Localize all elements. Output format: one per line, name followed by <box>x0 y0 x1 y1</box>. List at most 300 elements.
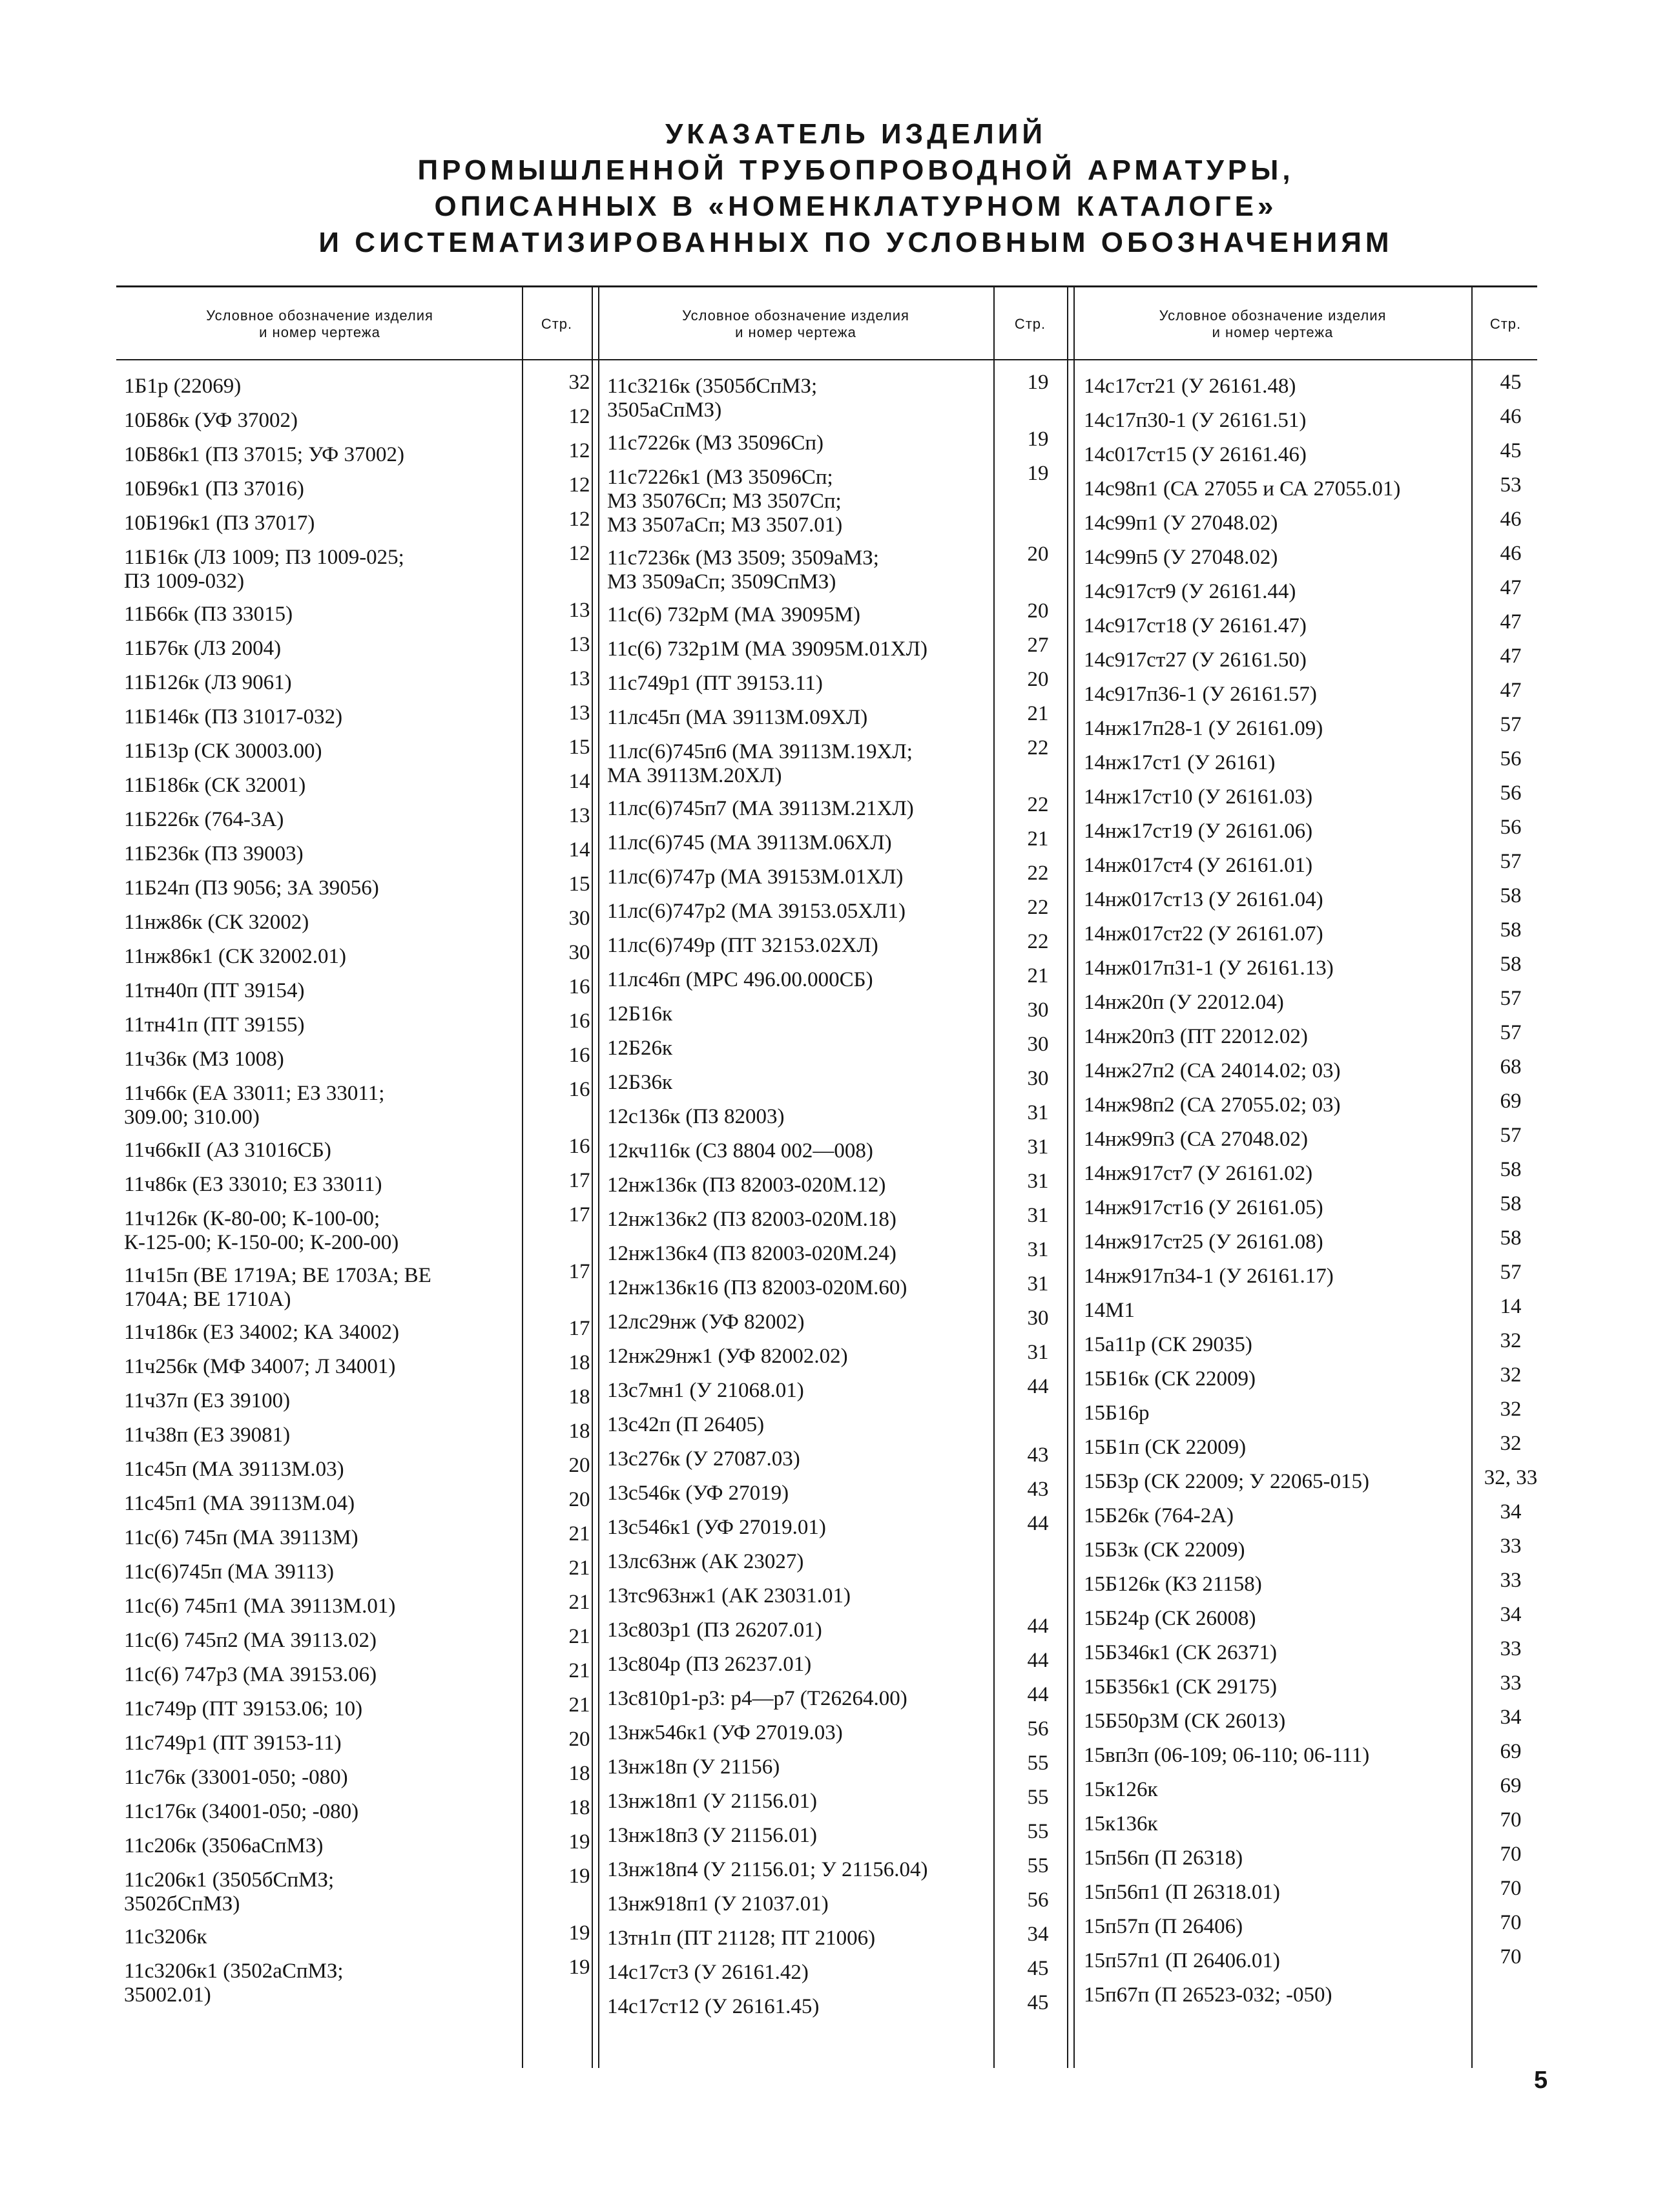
entry-designation <box>607 1139 991 1163</box>
index-entry <box>607 1413 991 1437</box>
entry-page: 22 <box>1027 793 1049 816</box>
entry-designation <box>1084 1299 1470 1323</box>
entry-page: 33 <box>1500 1671 1522 1695</box>
entry-designation <box>124 1868 518 1916</box>
index-entry <box>607 634 1049 661</box>
entry-page: 43 <box>1027 1478 1049 1501</box>
designation-line: 14нж20п3 (ПТ 22012.02) <box>1084 1025 1308 1048</box>
table-top-rule <box>116 285 1537 287</box>
index-entry <box>1084 1911 1522 1939</box>
entry-designation <box>124 979 518 1003</box>
designation-line: 11Б76к (ЛЗ 2004) <box>124 637 282 660</box>
designation-line: 14нж17ст10 (У 26161.03) <box>1084 785 1313 809</box>
entry-page: 21 <box>568 1591 590 1614</box>
index-entry <box>1084 1603 1522 1631</box>
index-entry <box>1084 1569 1522 1597</box>
entry-designation <box>1084 1744 1470 1768</box>
designation-line: 11с3206к1 (3502аСпМЗ; <box>124 1959 344 1983</box>
designation-line: 11Б13р (СК 30003.00) <box>124 739 322 763</box>
index-entry <box>607 793 1049 821</box>
entry-designation <box>1084 820 1470 843</box>
entry-page: 34 <box>1500 1603 1522 1626</box>
entry-page: 16 <box>568 1044 590 1067</box>
designation-line: 14с17ст12 (У 26161.45) <box>607 1995 820 2018</box>
designation-line: 13нж546к1 (УФ 27019.03) <box>607 1721 843 1744</box>
designation-line: 11с749р (ПТ 39153.06; 10) <box>124 1697 363 1721</box>
designation-line: 15п57п1 (П 26406.01) <box>1084 1949 1280 1972</box>
entry-page: 44 <box>1027 1375 1049 1398</box>
index-entry <box>1084 884 1522 912</box>
entry-page: 18 <box>568 1420 590 1443</box>
entry-page: 45 <box>1027 1957 1049 1980</box>
designation-line: 14с017ст15 (У 26161.46) <box>1084 443 1307 466</box>
entry-page: 18 <box>568 1762 590 1785</box>
entry-page: 21 <box>568 1693 590 1717</box>
entry-designation <box>124 375 518 398</box>
title-line: ОПИСАННЫХ В «НОМЕНКЛАТУРНОМ КАТАЛОГЕ» <box>434 191 1278 222</box>
designation-line: 13тс963нж1 (АК 23031.01) <box>607 1584 851 1607</box>
index-entry <box>1084 713 1522 741</box>
index-entry <box>607 1033 1049 1060</box>
index-entry <box>607 1478 1049 1505</box>
entry-page: 12 <box>568 439 590 462</box>
designation-line: 11с(6) 745п (МА 39113М) <box>124 1526 358 1549</box>
index-entry <box>124 1351 590 1379</box>
designation-line: 13с546к (УФ 27019) <box>607 1482 789 1505</box>
entry-page: 44 <box>1027 1683 1049 1706</box>
index-entry <box>1084 1090 1522 1117</box>
column-divider <box>1067 285 1068 2068</box>
entry-page: 33 <box>1500 1569 1522 1592</box>
entry-page: 70 <box>1500 1877 1522 1900</box>
entry-page: 70 <box>1500 1911 1522 1934</box>
index-column-1 <box>124 371 590 2016</box>
index-entry <box>1084 1261 1522 1288</box>
designation-line: 12с136к (ПЗ 82003) <box>607 1105 785 1128</box>
entry-designation <box>607 546 991 594</box>
entry-page: 19 <box>1027 428 1049 451</box>
entry-designation <box>124 603 518 626</box>
designation-line: 11с(6) 732рМ (МА 39095М) <box>607 603 860 626</box>
designation-line: 12лс29нж (УФ 82002) <box>607 1310 805 1334</box>
designation-line: 14нж99п3 (СА 27048.02) <box>1084 1128 1309 1151</box>
index-entry <box>1084 1740 1522 1768</box>
index-entry <box>607 599 1049 627</box>
designation-line: 11с(6) 732р1М (МА 39095М.01ХЛ) <box>607 637 927 661</box>
index-entry <box>124 1169 590 1197</box>
entry-designation <box>1084 922 1470 946</box>
index-entry <box>124 1830 590 1858</box>
index-entry <box>607 1204 1049 1232</box>
entry-page: 19 <box>568 1956 590 1979</box>
designation-line: 13с276к (У 27087.03) <box>607 1447 800 1471</box>
entry-designation <box>1084 443 1470 467</box>
index-entry <box>1084 1706 1522 1733</box>
entry-page: 21 <box>1027 827 1049 851</box>
index-entry <box>1084 1124 1522 1152</box>
index-entry <box>124 1135 590 1163</box>
entry-designation <box>124 1663 518 1687</box>
entry-designation <box>607 1071 991 1095</box>
index-entry <box>1084 1363 1522 1391</box>
index-entry <box>124 1385 590 1413</box>
entry-designation <box>124 1697 518 1721</box>
index-entry <box>1084 473 1522 501</box>
entry-designation <box>124 546 518 594</box>
designation-line: 11нж86к1 (СК 32002.01) <box>124 945 347 968</box>
entry-page: 56 <box>1500 747 1522 770</box>
designation-line: 11ч186к (ЕЗ 34002; КА 34002) <box>124 1321 399 1344</box>
designation-line: 11Б24п (ПЗ 9056; ЗА 39056) <box>124 876 379 900</box>
page-number: 5 <box>1534 2067 1548 2094</box>
index-entry <box>124 1420 590 1447</box>
index-entry <box>1084 1055 1522 1083</box>
designation-line: 14с17ст21 (У 26161.48) <box>1084 375 1296 398</box>
designation-line: 11лс(6)747р2 (МА 39153.05ХЛ1) <box>607 900 906 923</box>
entry-page: 44 <box>1027 1615 1049 1638</box>
designation-line: 13нж918п1 (У 21037.01) <box>607 1892 829 1916</box>
entry-page: 18 <box>568 1385 590 1409</box>
entry-designation <box>124 1925 518 1949</box>
entry-page: 13 <box>568 633 590 656</box>
designation-line: 15к136к <box>1084 1812 1158 1835</box>
entry-page: 32 <box>1500 1363 1522 1387</box>
index-entry <box>124 473 590 501</box>
entry-designation <box>607 1482 991 1505</box>
index-entry <box>607 1923 1049 1950</box>
designation-line: 13лс63нж (АК 23027) <box>607 1550 804 1573</box>
entry-designation <box>1084 1470 1470 1494</box>
entry-page: 19 <box>568 1921 590 1945</box>
entry-designation <box>1084 1367 1470 1391</box>
index-entry <box>124 804 590 832</box>
entry-designation <box>124 1264 518 1312</box>
index-entry <box>1084 816 1522 843</box>
entry-designation <box>124 1173 518 1197</box>
designation-line: 11ч66к (ЕА 33011; ЕЗ 33011; <box>124 1082 385 1105</box>
entry-designation <box>124 1731 518 1755</box>
entry-designation <box>1084 1710 1470 1733</box>
entry-designation <box>1084 512 1470 535</box>
index-entry <box>124 1625 590 1653</box>
column-header-name: Условное обозначение изделия и номер чертежа <box>682 307 909 340</box>
designation-line: 11ч126к (К-80-00; К-100-00; <box>124 1207 380 1230</box>
entry-designation <box>1084 648 1470 672</box>
index-entry <box>607 1584 991 1608</box>
entry-page: 21 <box>568 1659 590 1682</box>
designation-line: К-125-00; К-150-00; К-200-00) <box>124 1231 399 1254</box>
designation-line: 15п67п (П 26523-032; -050) <box>1084 1983 1332 2007</box>
designation-line: 14нж917п34-1 (У 26161.17) <box>1084 1265 1334 1288</box>
entry-designation <box>1084 1915 1470 1939</box>
entry-page: 20 <box>1027 668 1049 691</box>
designation-line: 15п56п (П 26318) <box>1084 1846 1243 1870</box>
entry-designation <box>1084 956 1470 980</box>
entry-designation <box>1084 1778 1470 1802</box>
entry-designation <box>1084 1333 1470 1357</box>
index-entry <box>1084 1535 1522 1562</box>
designation-line: 11лс(6)747р (МА 39153М.01ХЛ) <box>607 865 904 889</box>
entry-designation <box>607 637 991 661</box>
entry-page: 21 <box>1027 964 1049 987</box>
designation-line: МЗ 3509аСп; 3509СпМЗ) <box>607 570 836 594</box>
index-entry <box>124 1762 590 1790</box>
entry-designation <box>124 1492 518 1516</box>
designation-line: 12нж136к4 (ПЗ 82003-020М.24) <box>607 1242 896 1265</box>
entry-page: 30 <box>1027 998 1049 1022</box>
index-entry <box>124 1044 590 1071</box>
designation-line: 15Б26к (764-2А) <box>1084 1504 1234 1527</box>
designation-line: 12Б26к <box>607 1037 672 1060</box>
index-entry <box>1084 1192 1522 1220</box>
entry-designation <box>607 1755 991 1779</box>
designation-line: 15Б16к (СК 22009) <box>1084 1367 1256 1390</box>
entry-page: 17 <box>568 1169 590 1192</box>
designation-line: 14нж917ст25 (У 26161.08) <box>1084 1230 1323 1254</box>
entry-designation <box>607 797 991 821</box>
entry-page: 32 <box>1500 1398 1522 1421</box>
entry-designation <box>607 1002 991 1026</box>
entry-page: 46 <box>1500 542 1522 565</box>
index-entry <box>607 1717 1049 1745</box>
index-entry <box>607 1272 1049 1300</box>
entry-designation <box>124 512 518 535</box>
entry-page: 57 <box>1500 1021 1522 1044</box>
entry-designation <box>607 1927 991 1950</box>
entry-page: 34 <box>1500 1706 1522 1729</box>
column-header-page: Стр. <box>541 316 573 332</box>
entry-designation <box>1084 1607 1470 1631</box>
index-entry <box>124 975 590 1003</box>
designation-line: 14с917ст9 (У 26161.44) <box>1084 580 1296 603</box>
designation-line: 14с917ст18 (У 26161.47) <box>1084 614 1307 637</box>
entry-page: 20 <box>568 1488 590 1511</box>
index-entry <box>1084 1329 1522 1357</box>
entry-designation <box>1084 409 1470 433</box>
entry-page: 21 <box>568 1522 590 1545</box>
designation-line: 15п57п (П 26406) <box>1084 1915 1243 1938</box>
entry-designation <box>607 1276 991 1300</box>
entry-designation <box>124 1048 518 1071</box>
entry-page: 14 <box>1500 1295 1522 1318</box>
entry-designation <box>607 1345 991 1369</box>
entry-page: 31 <box>1027 1135 1049 1159</box>
entry-designation <box>1084 991 1470 1015</box>
index-entry <box>124 1522 590 1550</box>
designation-line: 11с7236к (МЗ 3509; 3509аМЗ; <box>607 546 879 570</box>
entry-page: 16 <box>568 1078 590 1101</box>
entry-designation <box>1084 1812 1470 1836</box>
entry-page: 58 <box>1500 884 1522 907</box>
designation-line: 11Б186к (СК 32001) <box>124 774 306 797</box>
entry-page: 69 <box>1500 1774 1522 1797</box>
index-entry <box>124 1921 590 1949</box>
designation-line: 11Б66к (ПЗ 33015) <box>124 603 293 626</box>
designation-line: 12кч116к (СЗ 8804 002—008) <box>607 1139 873 1163</box>
entry-designation <box>607 706 991 730</box>
entry-designation <box>1084 1230 1470 1254</box>
index-entry <box>1084 781 1522 809</box>
entry-page: 45 <box>1500 371 1522 394</box>
designation-line: 14М1 <box>1084 1299 1135 1322</box>
entry-designation <box>124 1629 518 1653</box>
entry-page: 19 <box>568 1865 590 1888</box>
index-entry <box>607 428 1049 455</box>
designation-line: 3505аСпМЗ) <box>607 398 722 422</box>
designation-line: 11с749р1 (ПТ 39153.11) <box>607 672 823 695</box>
entry-page: 55 <box>1027 1854 1049 1877</box>
designation-line: 10Б86к1 (ПЗ 37015; УФ 37002) <box>124 443 404 466</box>
column-header-page: Стр. <box>1014 316 1046 332</box>
index-entry <box>607 964 1049 992</box>
designation-line: 13с810р1-р3: р4—р7 (Т26264.00) <box>607 1687 907 1710</box>
designation-line: 1704А; ВЕ 1710А) <box>124 1288 291 1311</box>
index-entry <box>607 998 1049 1026</box>
designation-line: 13тн1п (ПТ 21128; ПТ 21006) <box>607 1927 876 1950</box>
entry-page: 31 <box>1027 1341 1049 1364</box>
designation-line: 14нж98п2 (СА 27055.02; 03) <box>1084 1093 1341 1117</box>
entry-page: 45 <box>1027 1991 1049 2014</box>
entry-designation <box>607 1995 991 2019</box>
column-divider <box>993 285 995 2068</box>
entry-page: 56 <box>1500 781 1522 805</box>
entry-page: 33 <box>1500 1637 1522 1660</box>
index-entry <box>607 1512 1049 1540</box>
index-entry <box>607 371 1049 422</box>
entry-designation <box>607 1721 991 1745</box>
designation-line: 11с7226к1 (МЗ 35096Сп; <box>607 466 833 489</box>
designation-line: 15Б356к1 (СК 29175) <box>1084 1675 1277 1699</box>
designation-line: 14с917ст27 (У 26161.50) <box>1084 648 1307 672</box>
designation-line: 11лс(6)745 (МА 39113М.06ХЛ) <box>607 831 892 854</box>
designation-line: 15Б126к (КЗ 21158) <box>1084 1573 1262 1596</box>
entry-designation <box>1084 717 1470 741</box>
entry-designation <box>1084 477 1470 501</box>
entry-designation <box>1084 1641 1470 1665</box>
entry-page: 55 <box>1027 1752 1049 1775</box>
designation-line: 15Б50р3М (СК 26013) <box>1084 1710 1286 1733</box>
entry-page: 44 <box>1027 1512 1049 1535</box>
designation-line: 11с206к1 (3505бСпМЗ; <box>124 1868 335 1892</box>
entry-designation <box>607 1208 991 1232</box>
designation-line: 15Б1п (СК 22009) <box>1084 1436 1247 1459</box>
designation-line: 12нж29нж1 (УФ 82002.02) <box>607 1345 848 1368</box>
index-entry <box>1084 1398 1522 1425</box>
designation-line: 11Б236к (ПЗ 39003) <box>124 842 304 865</box>
entry-designation <box>1084 888 1470 912</box>
entry-designation <box>1084 1093 1470 1117</box>
index-entry <box>1084 1021 1522 1049</box>
designation-line: 12нж136к2 (ПЗ 82003-020М.18) <box>607 1208 896 1231</box>
entry-page: 53 <box>1500 473 1522 497</box>
entry-designation <box>124 1082 518 1130</box>
entry-designation <box>607 1447 991 1471</box>
entry-designation <box>607 968 991 992</box>
designation-line: МЗ 3507аСп; МЗ 3507.01) <box>607 513 843 537</box>
designation-line: 13с42п (П 26405) <box>607 1413 765 1436</box>
entry-page: 70 <box>1500 1843 1522 1866</box>
designation-line: 14нж17ст1 (У 26161) <box>1084 751 1276 774</box>
index-entry <box>607 1649 1049 1677</box>
index-entry <box>124 1454 590 1482</box>
designation-line: 14нж27п2 (СА 24014.02; 03) <box>1084 1059 1341 1082</box>
designation-line: 12нж136к (ПЗ 82003-020М.12) <box>607 1173 886 1197</box>
designation-line: 12Б36к <box>607 1071 672 1094</box>
designation-line: 13с546к1 (УФ 27019.01) <box>607 1516 826 1539</box>
index-entry <box>124 1078 590 1130</box>
entry-page: 13 <box>568 599 590 622</box>
entry-page: 68 <box>1500 1055 1522 1079</box>
designation-line: 10Б96к1 (ПЗ 37016) <box>124 477 304 501</box>
designation-line: 11лс(6)749р (ПТ 32153.02ХЛ) <box>607 934 878 957</box>
entry-page: 21 <box>568 1556 590 1580</box>
title-line: И СИСТЕМАТИЗИРОВАННЫХ ПО УСЛОВНЫМ ОБОЗНАЧЕНИЯМ <box>318 227 1393 258</box>
entry-page: 56 <box>1027 1717 1049 1741</box>
entry-page: 30 <box>1027 1033 1049 1056</box>
index-entry <box>607 1820 1049 1848</box>
index-entry <box>1084 1432 1522 1460</box>
entry-designation <box>1084 1983 1470 2007</box>
index-entry <box>1084 542 1522 570</box>
index-entry <box>124 1203 590 1255</box>
entry-designation <box>124 911 518 935</box>
entry-page: 69 <box>1500 1090 1522 1113</box>
index-entry <box>1084 371 1522 398</box>
index-entry <box>124 1556 590 1584</box>
entry-designation <box>607 1413 991 1437</box>
designation-line: 13с804р (ПЗ 26237.01) <box>607 1653 812 1676</box>
index-entry <box>607 1307 1049 1334</box>
entry-designation <box>1084 1538 1470 1562</box>
entry-designation <box>124 1423 518 1447</box>
entry-designation <box>1084 1401 1470 1425</box>
entry-page: 69 <box>1500 1740 1522 1763</box>
designation-line: 11лс(6)745п6 (МА 39113М.19ХЛ; <box>607 740 913 763</box>
designation-line: 12нж136к16 (ПЗ 82003-020М.60) <box>607 1276 907 1299</box>
entry-page: 33 <box>1500 1535 1522 1558</box>
column-divider <box>522 285 523 2068</box>
index-entry <box>1084 1158 1522 1186</box>
index-entry <box>1084 987 1522 1015</box>
entry-designation <box>1084 1025 1470 1049</box>
index-entry <box>124 736 590 763</box>
designation-line: 11с7226к (МЗ 35096Сп) <box>607 431 823 455</box>
column-divider <box>1471 285 1473 2068</box>
entry-designation <box>1084 1675 1470 1699</box>
index-entry <box>124 1260 590 1312</box>
designation-line: 11с749р1 (ПТ 39153-11) <box>124 1731 342 1755</box>
entry-designation <box>607 672 991 696</box>
designation-line: 11ч256к (МФ 34007; Л 34001) <box>124 1355 396 1378</box>
designation-line: 11лс(6)745п7 (МА 39113М.21ХЛ) <box>607 797 914 820</box>
index-entry <box>607 1683 1049 1711</box>
index-entry <box>1084 1945 1522 1973</box>
designation-line: 11с(6) 745п2 (МА 39113.02) <box>124 1629 377 1652</box>
designation-line: 10Б86к (УФ 37002) <box>124 409 298 432</box>
entry-page: 47 <box>1500 645 1522 668</box>
entry-designation <box>607 1824 991 1848</box>
entry-page: 32 <box>1500 1432 1522 1455</box>
entry-designation <box>124 671 518 695</box>
index-entry <box>124 1659 590 1687</box>
entry-page: 20 <box>1027 543 1049 566</box>
entry-designation <box>1084 614 1470 638</box>
designation-line: 15к126к <box>1084 1778 1158 1801</box>
entry-designation <box>1084 1846 1470 1870</box>
designation-line: 11с3216к (3505бСпМЗ; <box>607 375 818 398</box>
designation-line: 15Б3к (СК 22009) <box>1084 1538 1245 1562</box>
index-entry <box>1084 1500 1522 1528</box>
